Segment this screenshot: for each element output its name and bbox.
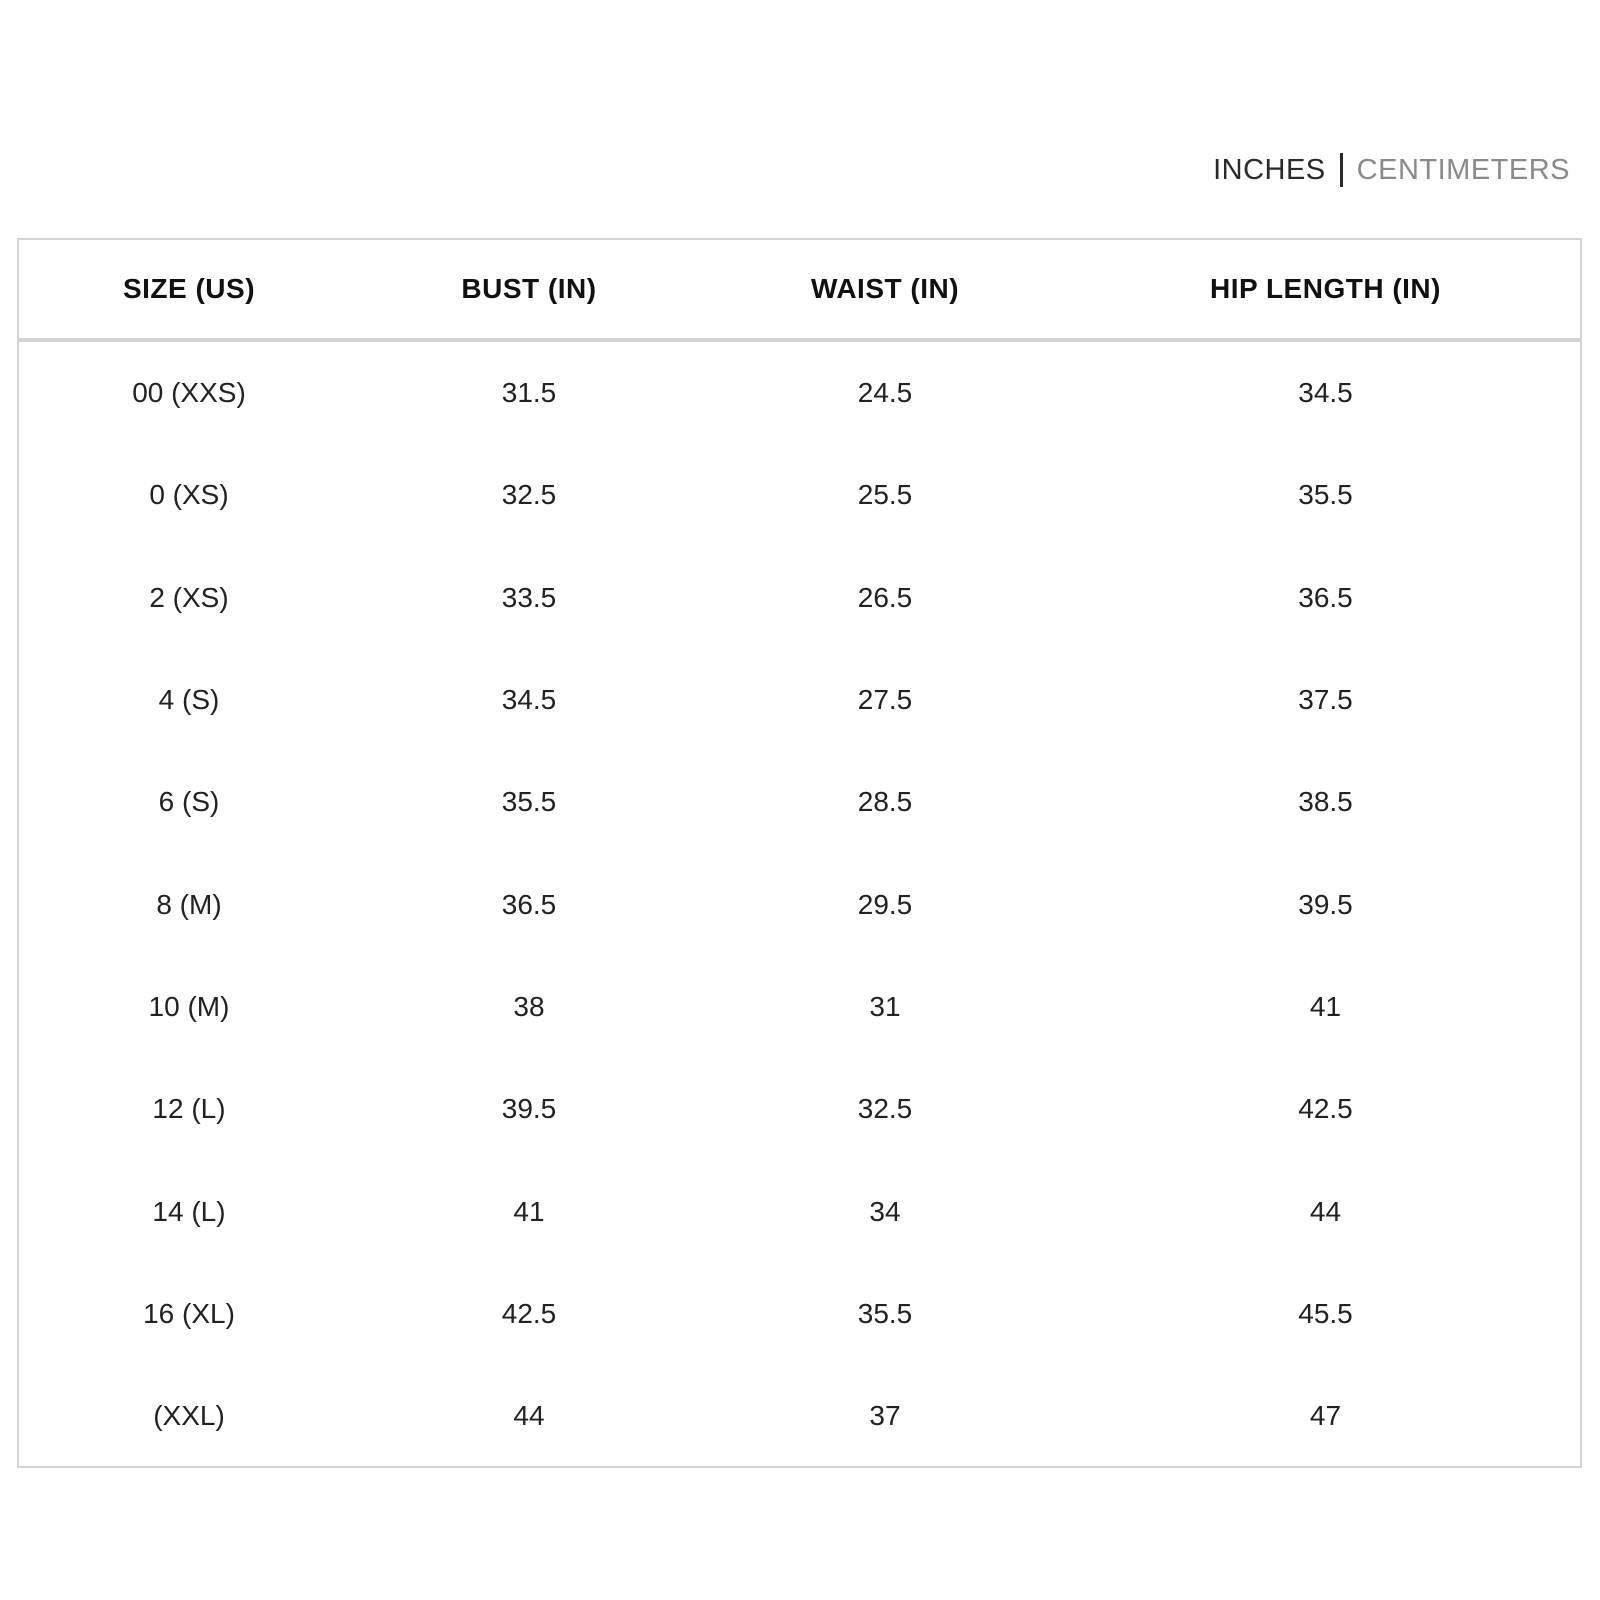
bust-cell: 42.5	[501, 1297, 557, 1329]
waist-cell: 27.5	[857, 684, 913, 716]
bust-cell: 44	[513, 1400, 545, 1432]
hip-length-cell: 34.5	[1298, 377, 1353, 409]
waist-cell: 35.5	[857, 1297, 913, 1329]
bust-cell: 33.5	[501, 581, 557, 613]
table-row	[19, 853, 1580, 955]
size-cell: 12 (L)	[152, 1093, 226, 1125]
waist-cell: 31	[869, 990, 901, 1022]
hip-length-cell: 45.5	[1298, 1297, 1353, 1329]
waist-cell: 28.5	[857, 786, 913, 818]
table-row	[19, 1365, 1580, 1467]
table-row	[19, 956, 1580, 1058]
table-row	[19, 1058, 1580, 1160]
table-row	[19, 444, 1580, 546]
bust-cell: 34.5	[501, 684, 557, 716]
unit-option-inches[interactable]: INCHES	[1213, 153, 1326, 186]
size-cell: (XXL)	[153, 1400, 225, 1432]
bust-cell: 41	[513, 1195, 545, 1227]
column-header-waist: WAIST (IN)	[699, 240, 1071, 340]
table-row	[19, 547, 1580, 649]
unit-divider	[1340, 153, 1343, 187]
column-header-size: SIZE (US)	[19, 240, 359, 340]
bust-cell: 38	[513, 990, 545, 1022]
waist-cell: 26.5	[857, 581, 913, 613]
waist-cell: 29.5	[857, 888, 913, 920]
hip-length-cell: 44	[1309, 1195, 1342, 1227]
bust-cell: 39.5	[501, 1093, 557, 1125]
bust-cell: 32.5	[501, 479, 557, 511]
size-cell: 10 (M)	[148, 990, 230, 1022]
waist-cell: 32.5	[857, 1093, 913, 1125]
size-cell: 0 (XS)	[149, 479, 229, 511]
table-row	[19, 751, 1580, 853]
waist-cell: 37	[869, 1400, 901, 1432]
size-cell: 16 (XL)	[143, 1297, 235, 1329]
unit-option-centimeters[interactable]: CENTIMETERS	[1356, 153, 1570, 186]
bust-cell: 35.5	[501, 786, 557, 818]
unit-toggle	[1213, 150, 1570, 190]
hip-length-cell: 35.5	[1298, 479, 1353, 511]
size-cell: 4 (S)	[158, 684, 220, 716]
hip-length-cell: 38.5	[1298, 786, 1353, 818]
size-cell: 00 (XXS)	[132, 377, 246, 409]
waist-cell: 25.5	[857, 479, 913, 511]
table-header-row	[19, 240, 1580, 340]
hip-length-cell: 47	[1309, 1400, 1342, 1432]
size-cell: 8 (M)	[156, 888, 222, 920]
size-cell: 14 (L)	[152, 1195, 226, 1227]
waist-cell: 24.5	[857, 377, 913, 409]
size-chart-table-container	[17, 238, 1582, 1468]
size-chart-table	[19, 240, 1580, 1467]
bust-cell: 31.5	[501, 377, 557, 409]
hip-length-cell: 41	[1309, 990, 1342, 1022]
hip-length-cell: 37.5	[1298, 684, 1353, 716]
hip-length-cell: 36.5	[1298, 581, 1353, 613]
hip-length-cell: 39.5	[1298, 888, 1353, 920]
table-row	[19, 1160, 1580, 1262]
waist-cell: 34	[869, 1195, 901, 1227]
bust-cell: 36.5	[501, 888, 557, 920]
size-cell: 2 (XS)	[149, 581, 229, 613]
size-cell: 6 (S)	[158, 786, 220, 818]
column-header-bust: BUST (IN)	[359, 240, 699, 340]
table-row	[19, 340, 1580, 444]
column-header-hip-length: HIP LENGTH (IN)	[1071, 240, 1580, 340]
table-row	[19, 649, 1580, 751]
table-row	[19, 1263, 1580, 1365]
hip-length-cell: 42.5	[1298, 1093, 1353, 1125]
